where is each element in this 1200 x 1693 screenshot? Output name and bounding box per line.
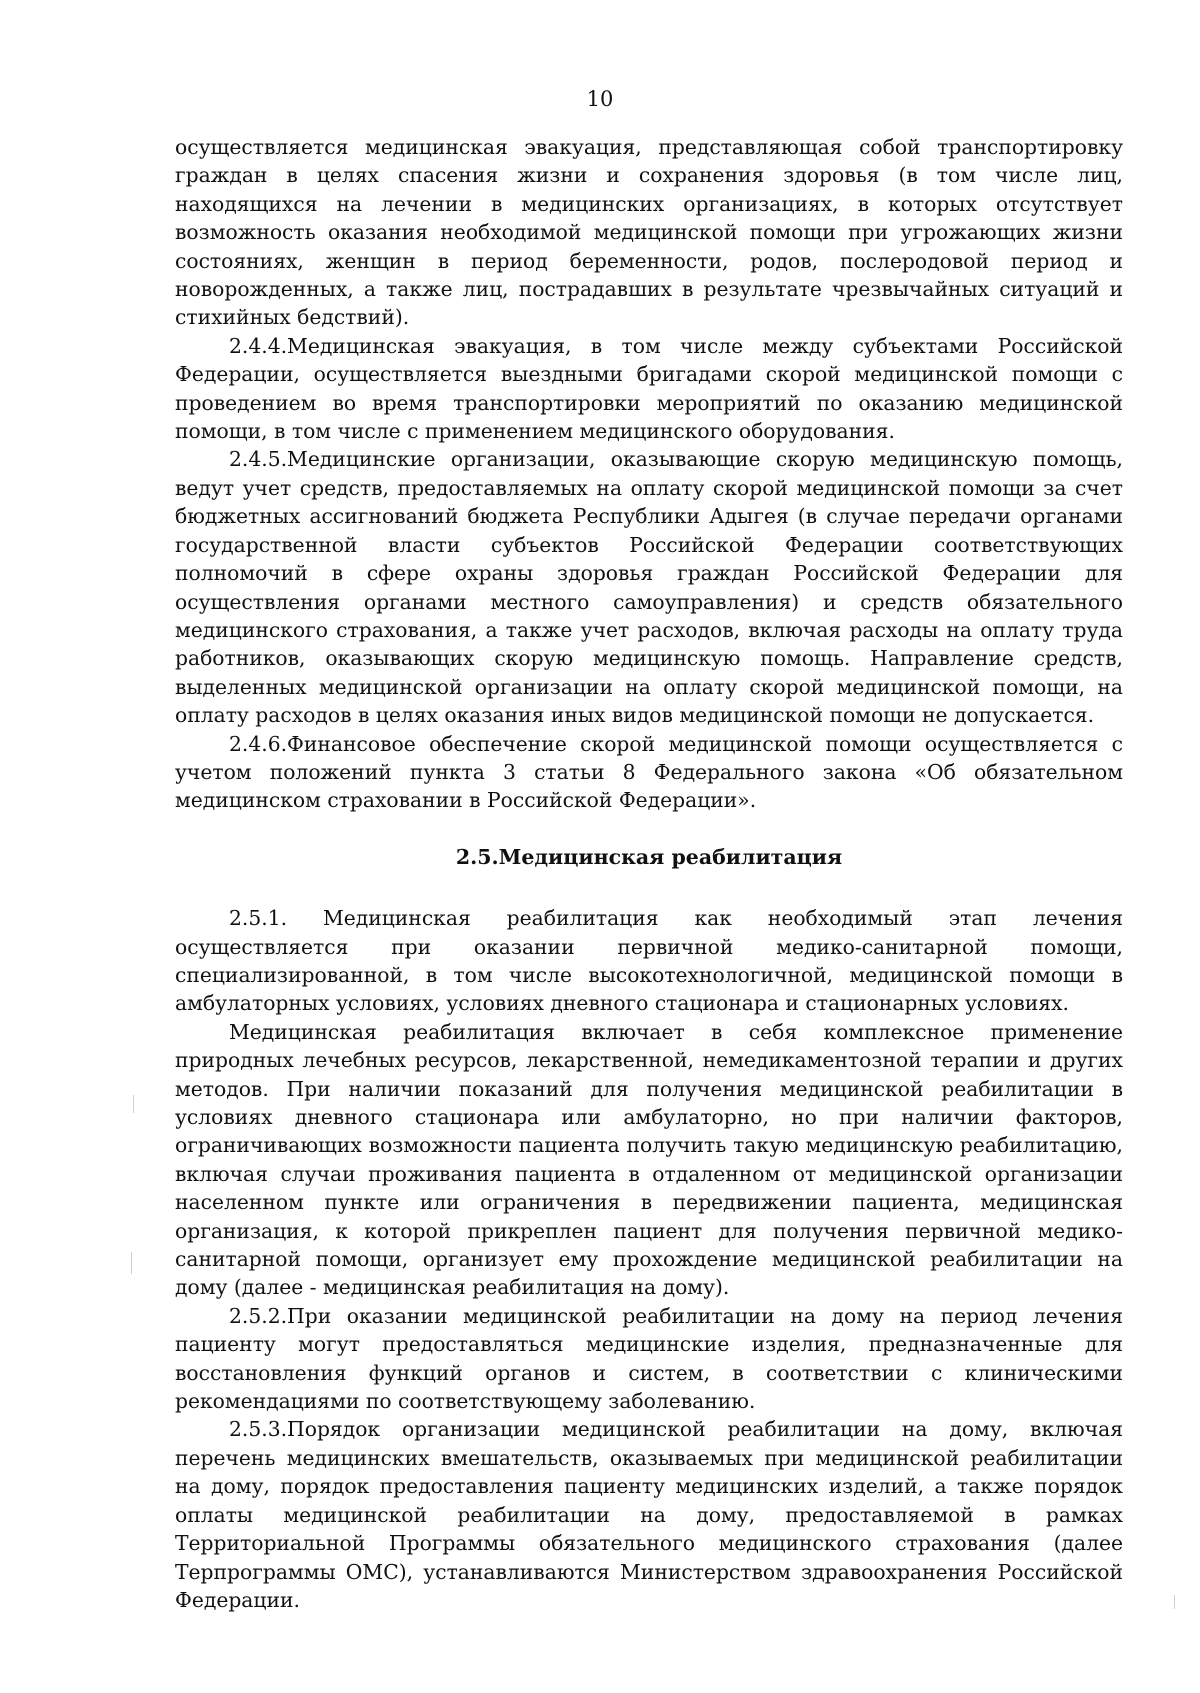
scan-artifact-mark	[131, 1252, 132, 1274]
paragraph-continuation: осуществляется медицинская эвакуация, представляющая собой транспортировку граждан в целях спасения жизни и сохранения здоровья (в том числе лиц, находящихся на лечении в медицинских организациях, в которых отсутствует возможность оказания необходимой медицинской помощи при угрожающих жизни состояниях, женщин в период беременности, родов, послеродовой период и новорожденных, а также лиц, пострадавших в результате чрезвычайных ситуаций и стихийных бедствий).	[175, 135, 1123, 330]
paragraph-2-5-2: 2.5.2.При оказании медицинской реабилитации на дому на период лечения пациенту могут предоставляться медицинские изделия, предназначенные для восстановления функций органов и систем, в соответствии с клиническими рекомендациями по соответствующему заболеванию.	[175, 1303, 1123, 1414]
page-number: 10	[586, 87, 614, 111]
paragraph-2-4-4: 2.4.4.Медицинская эвакуация, в том числе между субъектами Российской Федерации, осуществляется выездными бригадами скорой медицинской помощи с проведением во время транспортировки мероприятий по оказанию медицинской помощи, в том числе с применением медицинского оборудования.	[175, 333, 1123, 444]
paragraph-rehabilitation-scope: Медицинская реабилитация включает в себя комплексное применение природных лечебных ресурсов, лекарственной, немедикаментозной терапии и других методов. При наличии показаний для получения медицинской реабилитации в условиях дневного стационара или амбулаторно, но при наличии факторов, ограничивающих возможности пациента получить такую медицинскую реабилитацию, включая случаи проживания пациента в отдаленном от медицинской организации населенном пункте или ограничения в передвижении пациента, медицинская организация, к которой прикреплен пациент для получения первичной медико-санитарной помощи, организует ему прохождение медицинской реабилитации на дому (далее - медицинская реабилитация на дому).	[175, 1019, 1123, 1300]
paragraph-2-4-5: 2.4.5.Медицинские организации, оказывающие скорую медицинскую помощь, ведут учет средств, предоставляемых на оплату скорой медицинской помощи за счет бюджетных ассигнований бюджета Республики Адыгея (в случае передачи органами государственной власти субъектов Российской Федерации соответствующих полномочий в сфере охраны здоровья граждан Российской Федерации для осуществления органами местного самоуправления) и средств обязательного медицинского страхования, а также учет расходов, включая расходы на оплату труда работников, оказывающих скорую медицинскую помощь. Направление средств, выделенных медицинской организации на оплату скорой медицинской помощи, на оплату расходов в целях оказания иных видов медицинской помощи не допускается.	[175, 447, 1123, 728]
paragraph-2-4-6: 2.4.6.Финансовое обеспечение скорой медицинской помощи осуществляется с учетом положений пункта 3 статьи 8 Федерального закона «Об обязательном медицинском страховании в Российской Федерации».	[175, 731, 1123, 813]
paragraph-2-5-3: 2.5.3.Порядок организации медицинской реабилитации на дому, включая перечень медицинских вмешательств, оказываемых при медицинской реабилитации на дому, порядок предоставления пациенту медицинских изделий, а также порядок оплаты медицинской реабилитации на дому, предоставляемой в рамках Территориальной Программы обязательного медицинского страхования (далее Терпрограммы ОМС), устанавливаются Министерством здравоохранения Российской Федерации.	[175, 1417, 1123, 1612]
scan-artifact-mark	[1174, 1595, 1175, 1609]
paragraph-2-5-1: 2.5.1. Медицинская реабилитация как необходимый этап лечения осуществляется при оказании первичной медико-санитарной помощи, специализированной, в том числе высокотехнологичной, медицинской помощи в амбулаторных условиях, условиях дневного стационара и стационарных условиях.	[175, 906, 1123, 1016]
section-heading: 2.5.Медицинская реабилитация	[455, 844, 843, 869]
document-body	[175, 133, 1123, 1614]
scan-artifact-mark	[133, 1095, 134, 1113]
